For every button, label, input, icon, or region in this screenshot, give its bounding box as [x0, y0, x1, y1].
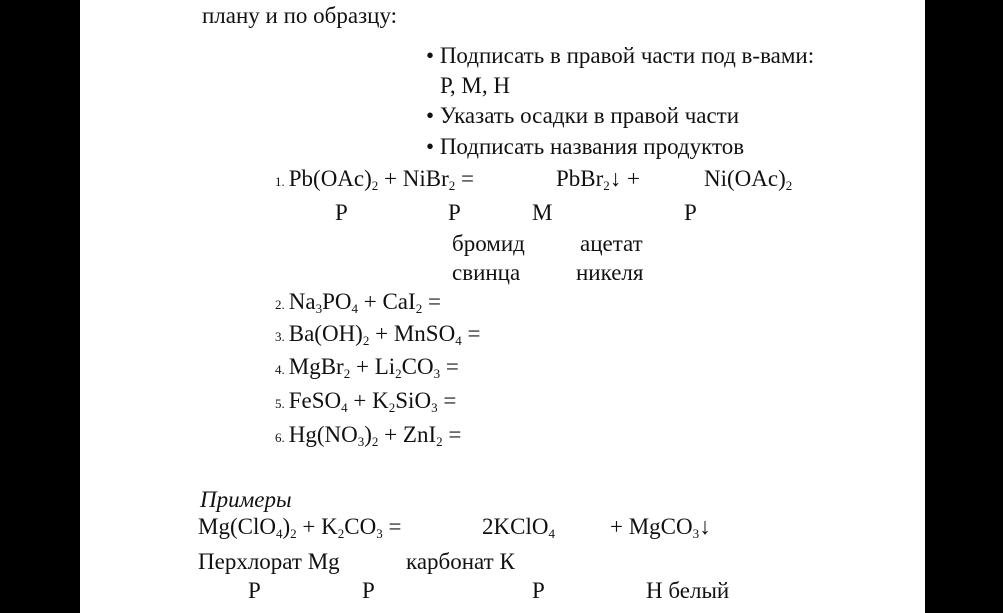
- examples-heading: Примеры: [200, 487, 292, 512]
- equation-4: [275, 354, 459, 381]
- bullet-3-text: Подписать названия продуктов: [439, 134, 745, 159]
- formula-part: Pb(OAc): [288, 166, 372, 191]
- formula-part: MnSO: [393, 321, 456, 346]
- bullet-1: [426, 44, 814, 67]
- equals-sign: =: [448, 422, 462, 447]
- formula-subscript: 2: [290, 526, 297, 541]
- equation-number: 2.: [275, 297, 285, 312]
- formula-part: Ba(OH): [288, 321, 363, 346]
- equation-1-left: [275, 166, 475, 193]
- label-p1: М: [532, 200, 553, 225]
- name-p2-line2: никеля: [576, 260, 644, 285]
- equation-number: 4.: [275, 362, 285, 377]
- bullet-2-text: Указать осадки в правой части: [439, 103, 740, 128]
- intro-text: плану и по образцу:: [202, 3, 398, 28]
- example-label-3: Р: [532, 578, 545, 603]
- formula-subscript: 2: [436, 434, 443, 449]
- equation-6: [275, 422, 462, 449]
- label-r2: Р: [448, 200, 461, 225]
- bullet-1-continuation: Р, М, Н: [440, 73, 510, 98]
- bullet-mark: •: [426, 103, 435, 128]
- formula-part: ): [282, 514, 291, 539]
- formula-subscript: 2: [371, 178, 379, 193]
- plus-sign: +: [363, 289, 377, 314]
- name-p1-line1: бромид: [452, 231, 525, 256]
- formula-part: 2KClO: [482, 514, 549, 539]
- formula-subscript: 3: [376, 526, 383, 541]
- formula-subscript: 3: [315, 301, 323, 316]
- formula-subscript: 2: [362, 333, 370, 348]
- example-label-1: Р: [248, 578, 261, 603]
- label-p2: Р: [684, 200, 697, 225]
- formula-part: Li: [374, 354, 396, 379]
- example-label-2: Р: [362, 578, 375, 603]
- equals-sign: =: [427, 289, 441, 314]
- equation-number: 5.: [275, 396, 285, 411]
- name-p2-line1: ацетат: [580, 231, 643, 256]
- formula-part: SiO: [395, 388, 432, 413]
- formula-subscript: 2: [395, 366, 402, 381]
- example-left: [198, 514, 402, 541]
- formula-part: CO: [401, 354, 434, 379]
- example-label-4: Н белый: [646, 578, 730, 603]
- example-product-2: [610, 514, 711, 541]
- formula-subscript: 2: [448, 178, 456, 193]
- equation-5: [275, 388, 457, 415]
- equals-sign: =: [467, 321, 481, 346]
- plus-sign: +: [610, 514, 623, 539]
- name-p1-line2: свинца: [452, 260, 521, 285]
- formula-part: Hg(NO: [288, 422, 358, 447]
- formula-part: FeSO: [288, 388, 342, 413]
- bullet-mark: •: [426, 43, 435, 68]
- formula-subscript: 2: [415, 301, 423, 316]
- equation-1-product-2: [704, 166, 793, 193]
- equation-2: [275, 289, 441, 316]
- formula-subscript: 2: [343, 366, 351, 381]
- formula-part: PbBr: [556, 166, 604, 191]
- formula-part: CaI: [382, 289, 416, 314]
- bullet-mark: •: [426, 134, 435, 159]
- equals-sign: =: [445, 354, 459, 379]
- plus-sign: +: [355, 354, 369, 379]
- formula-subscript: 3: [692, 526, 700, 541]
- formula-part: Ni(OAc): [704, 166, 786, 191]
- plus-sign: +: [375, 321, 389, 346]
- precipitate-arrow: ↓: [609, 166, 622, 191]
- formula-part: Na: [288, 289, 316, 314]
- equals-sign: =: [388, 514, 402, 539]
- plus-sign: +: [384, 166, 398, 191]
- equation-1-product-1: [556, 166, 641, 193]
- formula-part: PO: [322, 289, 352, 314]
- plus-sign: +: [627, 166, 641, 191]
- formula-part: MgBr: [288, 354, 344, 379]
- formula-subscript: 3: [433, 366, 441, 381]
- equals-sign: =: [443, 388, 457, 413]
- plus-sign: +: [302, 514, 316, 539]
- equation-3: [275, 321, 481, 348]
- formula-subscript: 4: [275, 526, 283, 541]
- formula-subscript: 4: [455, 333, 462, 348]
- equals-sign: =: [461, 166, 475, 191]
- example-name-b: карбонат К: [406, 549, 515, 574]
- formula-subscript: 2: [785, 178, 793, 193]
- bullet-1-text: Подписать в правой части под в-вами:: [439, 43, 815, 68]
- formula-subscript: 2: [388, 400, 396, 415]
- formula-subscript: 2: [603, 178, 610, 193]
- formula-part: NiBr: [402, 166, 449, 191]
- example-name-a: Перхлорат Mg: [198, 549, 340, 574]
- formula-part: MgCO: [628, 514, 693, 539]
- precipitate-arrow: ↓: [699, 514, 711, 539]
- formula-subscript: 2: [371, 434, 379, 449]
- bullet-3: [426, 135, 744, 158]
- formula-subscript: 3: [431, 400, 438, 415]
- formula-subscript: 2: [337, 526, 345, 541]
- formula-part: ZnI: [402, 422, 437, 447]
- document-page: [80, 0, 925, 613]
- formula-part: CO: [344, 514, 377, 539]
- bullet-2: [426, 104, 739, 127]
- label-r1: Р: [335, 200, 348, 225]
- equation-number: 3.: [275, 329, 285, 344]
- plus-sign: +: [384, 422, 398, 447]
- formula-subscript: 3: [357, 434, 365, 449]
- equation-number: 1.: [275, 174, 285, 189]
- equation-number: 6.: [275, 430, 285, 445]
- example-product-1: [482, 514, 555, 541]
- formula-subscript: 4: [351, 301, 358, 316]
- formula-part: K: [372, 388, 389, 413]
- formula-part: ): [364, 422, 372, 447]
- formula-part: K: [321, 514, 338, 539]
- formula-subscript: 4: [341, 400, 348, 415]
- plus-sign: +: [353, 388, 367, 413]
- formula-part: Mg(ClO: [198, 514, 276, 539]
- formula-subscript: 4: [548, 526, 555, 541]
